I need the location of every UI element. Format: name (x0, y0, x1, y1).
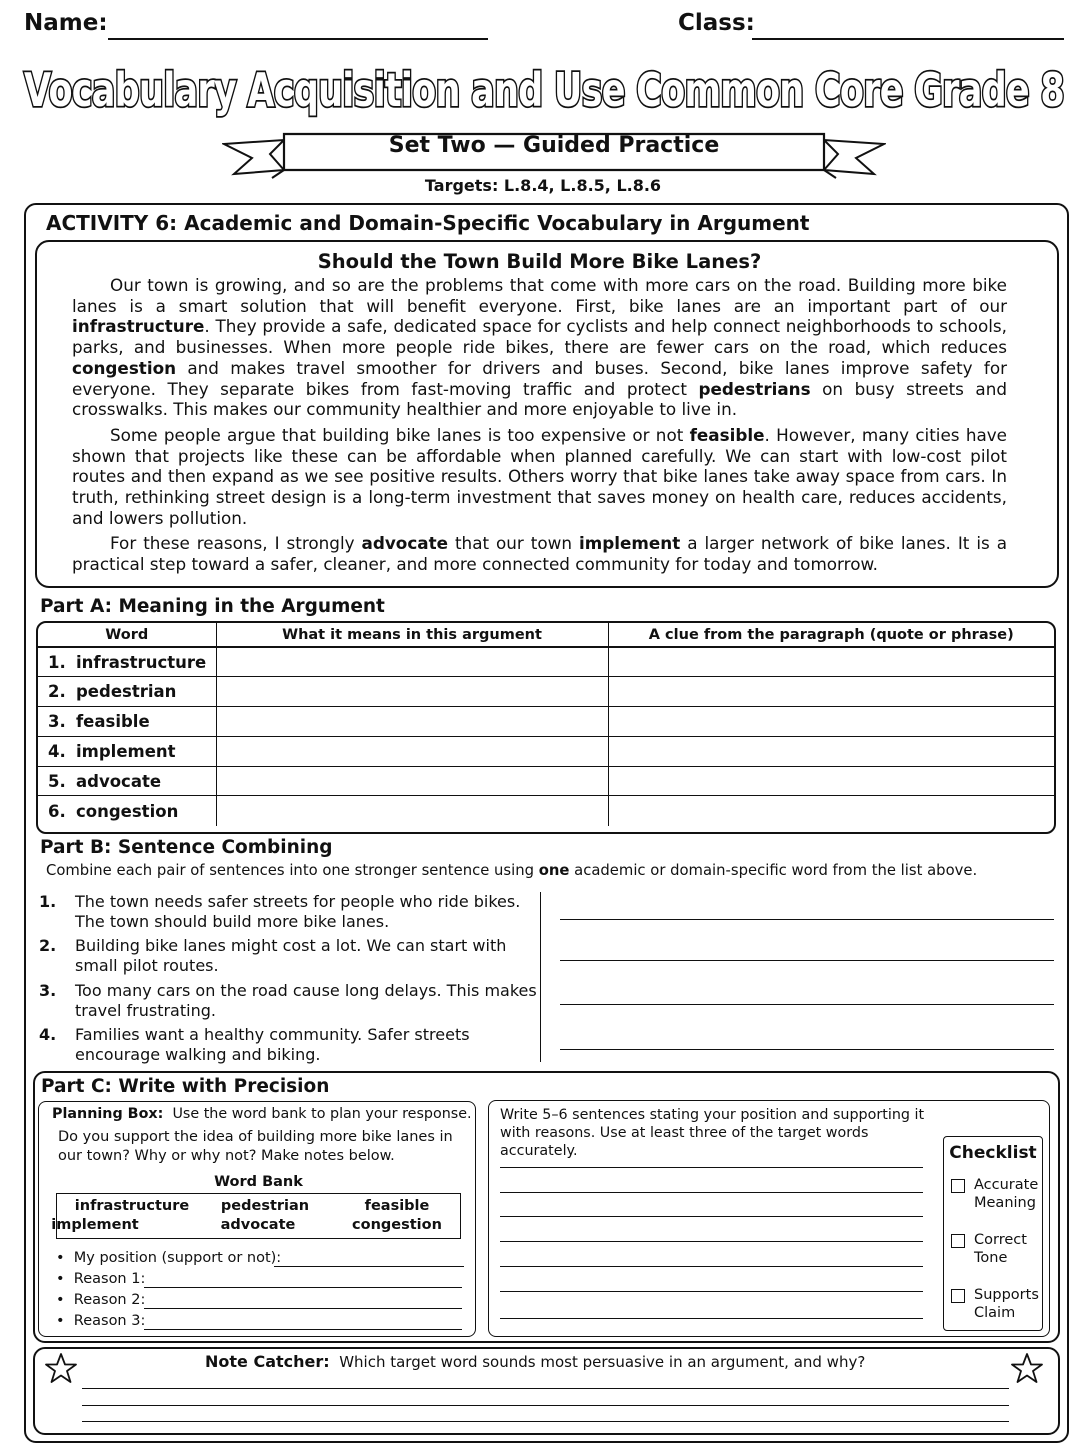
word-cell (38, 736, 216, 766)
checklist-label: Correct Tone (974, 1232, 1027, 1266)
word-cell (38, 677, 216, 707)
checklist-title: Checklist (949, 1143, 1037, 1163)
star-icon (44, 1352, 78, 1384)
word-bank-item: feasible (364, 1198, 430, 1214)
item-text: Families want a healthy community. Safer streets encourage walking and biking. (75, 1025, 470, 1064)
word-cell (38, 766, 216, 796)
meaning-answer-cell[interactable] (216, 766, 608, 796)
target-word: congestion (72, 357, 177, 378)
passage-text: that our town (448, 533, 579, 554)
writing-line[interactable] (500, 1216, 923, 1217)
instr-emphasis: one (538, 862, 570, 879)
word-bank-item: implement (51, 1217, 139, 1233)
passage-paragraph (72, 533, 1007, 574)
col-header-clue: A clue from the paragraph (quote or phrase) (608, 623, 1054, 647)
item-text: The town needs safer streets for people who ride bikes. The town should build more bike lanes. (75, 892, 521, 931)
passage-body (72, 275, 1007, 575)
writing-instructions: Write 5–6 sentences stating your position and supporting it with reasons. Use at least three of the target words accurately. (500, 1107, 925, 1159)
word-bank-item: congestion (352, 1217, 442, 1233)
activity-title: ACTIVITY 6: Academic and Domain-Specific Vocabulary in Argument (46, 211, 810, 235)
passage-text: Some people argue that building bike lanes is too expensive or not (110, 424, 690, 445)
target-word: infrastructure (72, 316, 205, 337)
meaning-answer-cell[interactable] (216, 796, 608, 826)
target-word: advocate (361, 533, 448, 554)
plan-bullet: • Reason 1: (56, 1271, 146, 1287)
passage-text: on busy streets and crosswalks. This makes our community healthier and more enjoyable to live in. (72, 378, 1007, 420)
target-word: feasible (689, 424, 765, 445)
item-text: Too many cars on the road cause long delays. This makes travel frustrating. (75, 981, 537, 1020)
class-field-line[interactable] (752, 38, 1064, 40)
note-catcher-prompt (205, 1352, 865, 1371)
passage-paragraph (72, 425, 1007, 529)
passage-text: . However, many cities have shown that projects like these can be affordable when planned carefully. We can start with low-cost pilot routes and then expand as we see positive results. Others worry that bike lanes take away space from cars. In truth, rethinking street design is a long-term investment that saves money on health care, reduces accidents, and lowers pollution. (72, 424, 1007, 528)
clue-answer-cell[interactable] (608, 796, 1054, 826)
part-b-title: Part B: Sentence Combining (40, 837, 333, 858)
table-row (38, 736, 1054, 766)
col-header-meaning: What it means in this argument (216, 623, 608, 647)
meaning-answer-cell[interactable] (216, 707, 608, 737)
row-number: 1. (48, 652, 66, 672)
planning-label: Planning Box: (52, 1106, 164, 1122)
row-number: 5. (48, 771, 66, 791)
class-label: Class: (678, 10, 755, 36)
vocab-word: advocate (76, 771, 162, 791)
meaning-table (36, 621, 1056, 834)
plan-bullet: • My position (support or not): (56, 1250, 282, 1266)
word-bank-item: pedestrian (220, 1198, 310, 1214)
meaning-answer-cell[interactable] (216, 647, 608, 677)
writing-line[interactable] (500, 1266, 923, 1267)
vocab-word: congestion (76, 801, 179, 821)
planning-heading (52, 1106, 472, 1122)
meaning-answer-cell[interactable] (216, 677, 608, 707)
target-word: implement (579, 533, 681, 554)
plan-line[interactable] (144, 1308, 462, 1309)
star-icon (1010, 1352, 1044, 1384)
table-row (38, 677, 1054, 707)
passage-title: Should the Town Build More Bike Lanes? (317, 250, 762, 273)
passage-text: Our town is growing, and so are the problems that come with more cars on the road. Building more bike lanes is a smart solution that will benefit everyone. First, bike lanes are an important part of our (72, 275, 1007, 316)
vocab-word: feasible (76, 711, 150, 731)
note-line[interactable] (82, 1421, 1009, 1422)
word-cell (38, 647, 216, 677)
main-title (18, 48, 1070, 132)
clue-answer-cell[interactable] (608, 677, 1054, 707)
targets-line: Targets: L.8.4, L.8.5, L.8.6 (424, 176, 662, 195)
word-bank-item: infrastructure (74, 1198, 190, 1214)
part-c-title: Part C: Write with Precision (41, 1076, 330, 1097)
plan-bullet: • Reason 2: (56, 1292, 146, 1308)
note-line[interactable] (82, 1405, 1009, 1406)
clue-answer-cell[interactable] (608, 707, 1054, 737)
row-number: 4. (48, 741, 66, 761)
passage-paragraph (72, 275, 1007, 420)
plan-bullet: • Reason 3: (56, 1313, 146, 1329)
svg-text:Vocabulary Acquisition and Use: Vocabulary Acquisition and Use Common Core Grade 8 (24, 63, 1064, 117)
part-a-title: Part A: Meaning in the Argument (40, 596, 385, 617)
checkbox-supports-claim[interactable] (951, 1289, 965, 1303)
writing-line[interactable] (500, 1291, 923, 1292)
target-word: pedestrians (698, 378, 811, 399)
meaning-answer-cell[interactable] (216, 736, 608, 766)
row-number: 3. (48, 711, 66, 731)
word-cell (38, 796, 216, 826)
clue-answer-cell[interactable] (608, 736, 1054, 766)
vocab-word: infrastructure (76, 652, 207, 672)
word-bank-item: advocate (220, 1217, 296, 1233)
writing-line[interactable] (500, 1167, 923, 1168)
passage-text: . They provide a safe, dedicated space for cyclists and help connect neighborhoods to schools, parks, and businesses. When more people ride bikes, there are fewer cars on the road, which reduces (72, 316, 1007, 358)
passage-box (35, 240, 1059, 588)
note-catcher-question: Which target word sounds most persuasive in an argument, and why? (339, 1353, 866, 1371)
table-row (38, 647, 1054, 677)
name-label: Name: (24, 10, 108, 36)
writing-line[interactable] (500, 1241, 923, 1242)
part-b-instructions (46, 862, 977, 879)
instr-text: Combine each pair of sentences into one stronger sentence using (46, 862, 539, 879)
name-field-line[interactable] (108, 38, 488, 40)
note-line[interactable] (82, 1388, 1009, 1389)
passage-text: and makes travel smoother for drivers and buses. Second, bike lanes improve safety for everyone. They separate bikes from fast-moving traffic and protect (72, 357, 1007, 399)
answer-line[interactable] (560, 919, 1054, 920)
row-number: 6. (48, 801, 66, 821)
word-bank-title: Word Bank (214, 1174, 303, 1190)
plan-line[interactable] (144, 1287, 462, 1288)
passage-text: For these reasons, I strongly (110, 533, 362, 554)
table-row (38, 766, 1054, 796)
bullet-label: My position (support or not): (73, 1250, 282, 1266)
planning-instructions: Use the word bank to plan your response. (172, 1106, 472, 1122)
note-catcher-label: Note Catcher: (205, 1352, 330, 1371)
item-number: 1. (39, 892, 57, 911)
clue-answer-cell[interactable] (608, 766, 1054, 796)
checkbox-correct-tone[interactable] (951, 1234, 965, 1248)
column-divider (540, 892, 541, 1062)
row-number: 2. (48, 682, 66, 702)
table-row (38, 796, 1054, 826)
plan-line[interactable] (144, 1329, 462, 1330)
writing-line[interactable] (500, 1192, 923, 1193)
vocab-word: implement (76, 741, 176, 761)
answer-line[interactable] (560, 960, 1054, 961)
checklist-label: Accurate Meaning (974, 1177, 1039, 1211)
item-number: 3. (39, 981, 57, 1000)
col-header-word: Word (38, 623, 216, 647)
item-text: Building bike lanes might cost a lot. We can start with small pilot routes. (75, 936, 507, 975)
subtitle: Set Two — Guided Practice (388, 133, 720, 158)
writing-line[interactable] (500, 1318, 923, 1319)
bullet-label: Reason 3: (73, 1313, 146, 1329)
table-row (38, 707, 1054, 737)
word-cell (38, 707, 216, 737)
answer-line[interactable] (560, 1004, 1054, 1005)
answer-line[interactable] (560, 1049, 1054, 1050)
instr-text: academic or domain-specific word from the list above. (569, 862, 978, 879)
item-number: 2. (39, 936, 57, 955)
planning-question: Do you support the idea of building more bike lanes in our town? Why or why not? Make notes below. (58, 1129, 453, 1164)
item-number: 4. (39, 1025, 57, 1044)
bullet-label: Reason 1: (73, 1271, 146, 1287)
bullet-label: Reason 2: (73, 1292, 146, 1308)
clue-answer-cell[interactable] (608, 647, 1054, 677)
checkbox-accurate-meaning[interactable] (951, 1179, 965, 1193)
plan-line[interactable] (274, 1266, 464, 1267)
vocab-word: pedestrian (76, 682, 177, 702)
passage-text: a larger network of bike lanes. It is a practical step toward a safer, cleaner, and more connected community for today and tomorrow. (72, 533, 1007, 575)
checklist-label: Supports Claim (974, 1287, 1039, 1321)
